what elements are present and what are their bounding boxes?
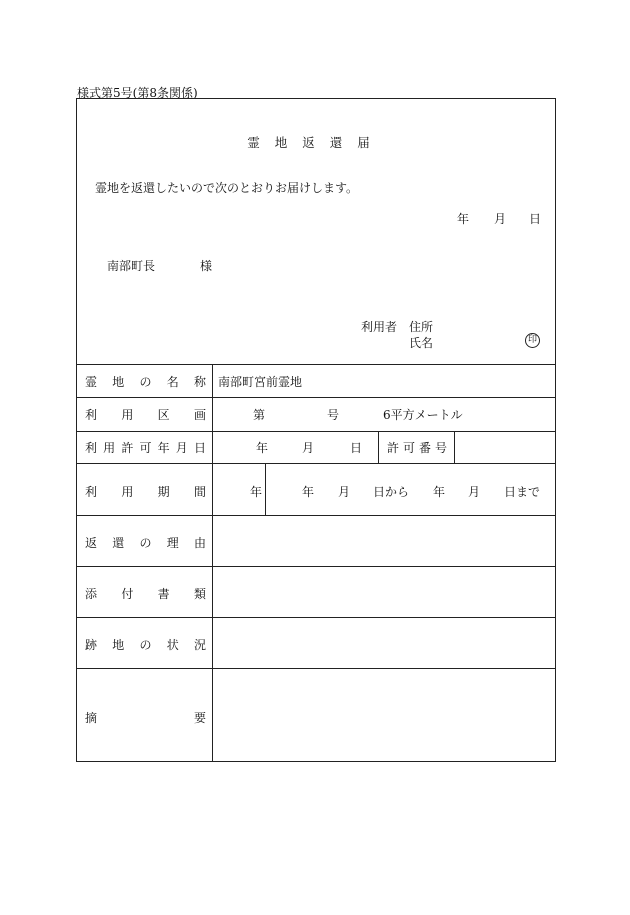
form-title: 霊地返還届: [247, 135, 385, 150]
row-label-plot-name: 霊 地 の 名 称: [85, 375, 206, 389]
permit-day: 日: [350, 441, 363, 455]
period-from-day: 日から: [373, 485, 410, 499]
permit-month: 月: [302, 441, 315, 455]
period-to-day: 日まで: [504, 485, 541, 499]
plot-name-value: 南部町宮前霊地: [218, 375, 303, 389]
plot-area: 6平方メートル: [383, 408, 463, 422]
addressee-honorific: 様: [200, 259, 213, 273]
row-label-site-condition: 跡 地 の 状 況: [85, 638, 206, 652]
date-year: 年: [457, 212, 470, 226]
permit-number-label: 許 可 番 号: [387, 441, 447, 455]
date-day: 日: [529, 212, 542, 226]
form-frame: [76, 98, 556, 762]
row-label-attachments: 添 付 書 類: [85, 587, 206, 601]
period-from-month: 月: [338, 485, 351, 499]
intro-text: 霊地を返還したいので次のとおりお届けします。: [95, 181, 359, 195]
addressee-name: 南部町長: [107, 259, 156, 273]
row-label-plot-section: 利 用 区 画: [85, 408, 206, 422]
permit-year: 年: [256, 441, 269, 455]
form-number-label: 様式第5号(第8条関係): [77, 86, 198, 100]
period-to-month: 月: [468, 485, 481, 499]
row-label-permit-date: 利 用 許 可 年 月 日: [85, 441, 206, 455]
period-to-year: 年: [433, 485, 446, 499]
plot-no-prefix: 第: [253, 408, 266, 422]
row-label-summary: 摘 要: [85, 711, 206, 725]
period-years: 年: [250, 485, 263, 499]
row-label-use-period: 利 用 期 間: [85, 485, 206, 499]
applicant-role: 利用者: [361, 320, 398, 334]
applicant-name-label: 氏名: [409, 336, 434, 350]
applicant-address-label: 住所: [409, 320, 434, 334]
seal-mark-icon: 印: [525, 333, 540, 348]
plot-no-suffix: 号: [327, 408, 340, 422]
period-from-year: 年: [302, 485, 315, 499]
date-month: 月: [494, 212, 507, 226]
row-label-return-reason: 返 還 の 理 由: [85, 536, 206, 550]
